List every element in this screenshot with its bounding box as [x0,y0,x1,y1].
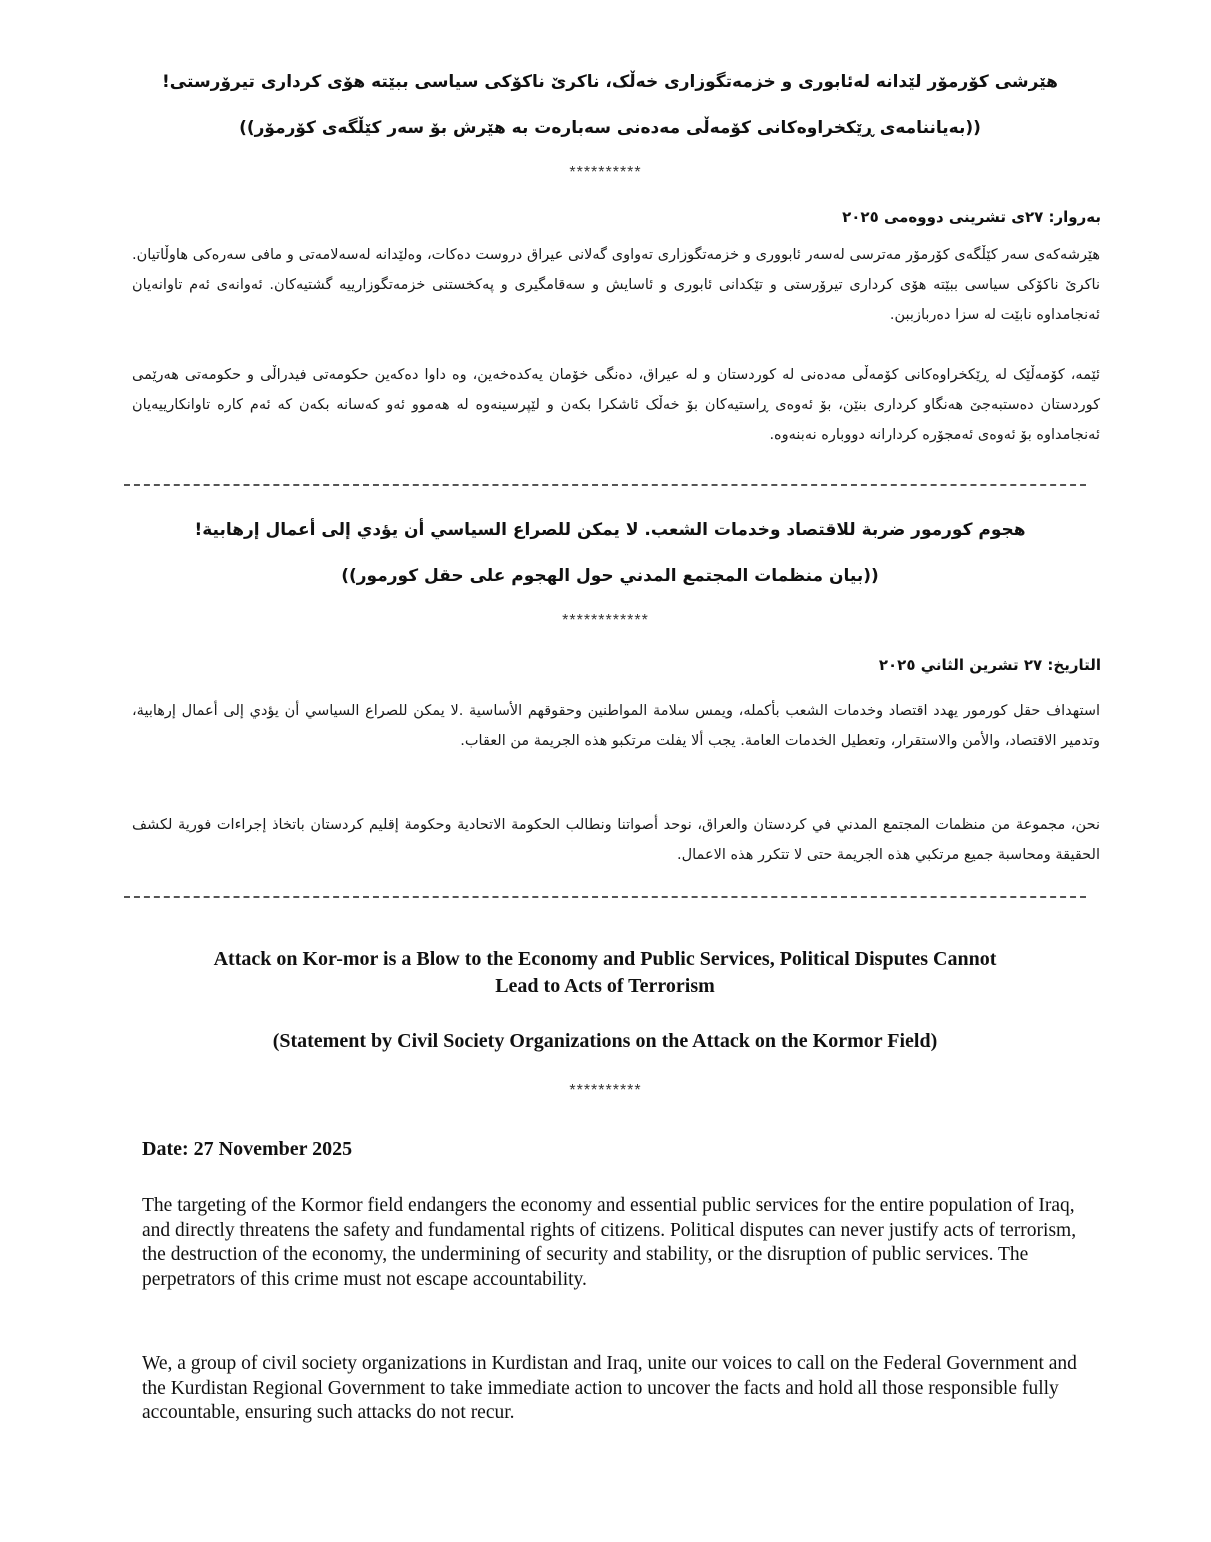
kurdish-separator-stars: ********** [569,164,642,181]
section-divider [124,896,1086,898]
english-title [140,946,1070,1000]
kurdish-title: هێرشی کۆرمۆر لێدانە لەئابوری و خزمەتگوزاری خەڵک، ناکرێ ناکۆکی سیاسی ببێتە هۆی کرداری تیرۆرستی! [162,72,1058,92]
english-title-line-2: Lead to Acts of Terrorism [495,975,715,997]
arabic-paragraph-2: نحن، مجموعة من منظمات المجتمع المدني في كردستان والعراق، نوحد أصواتنا ونطالب الحكومة الاتحادية وحكومة إقليم كردستان باتخاذ إجراءات فورية لكشف الحقيقة ومحاسبة جميع مرتكبي هذه الجريمة حتى لا تتكرر هذه الاعمال. [132,817,1100,863]
arabic-date: التاريخ: ٢٧ تشرين الثاني ٢٠٢٥ [878,656,1101,674]
kurdish-subtitle: ((بەیاننامەی ڕێکخراوەکانی کۆمەڵی مەدەنی سەبارەت بە هێرش بۆ سەر کێڵگەی کۆرمۆر)) [239,118,981,138]
english-title-line-1: Attack on Kor-mor is a Blow to the Economy and Public Services, Political Disputes Cannot [213,948,997,970]
english-separator-stars: ********** [569,1082,642,1099]
english-subtitle: (Statement by Civil Society Organizations on the Attack on the Kormor Field) [272,1030,938,1052]
arabic-title: هجوم كورمور ضربة للاقتصاد وخدمات الشعب. لا يمكن للصراع السياسي أن يؤدي إلى أعمال إرهابية! [194,520,1026,540]
kurdish-date: بەروار: ٢٧ی تشرینی دووەمی ٢٠٢٥ [842,208,1101,226]
kurdish-paragraph-2: ئێمە، کۆمەڵێک لە ڕێکخراوەکانی کۆمەڵی مەدەنی لە کوردستان و لە عیراق، دەنگی خۆمان یەکدەخەین، وە داوا دەکەین حکومەتی فیدراڵی و حکومەتی هەرێمی کوردستان دەستبەجێ هەنگاو کرداری بنێن، بۆ ئەوەی ڕاستیەکان بۆ خەڵک ئاشکرا بکەن و لێپرسینەوە لە هەموو ئەو کەسانە بکەن کە ئەم کارە تاوانکارییەیان ئەنجامداوە بۆ ئەوەی ئەمجۆرە کردارانە دووبارە نەبنەوە. [132,367,1100,443]
arabic-subtitle: ((بيان منظمات المجتمع المدني حول الهجوم على حقل كورمور)) [341,566,879,586]
kurdish-paragraph-1: هێرشەکەی سەر کێڵگەی کۆرمۆر مەترسی لەسەر ئابووری و خزمەتگوزاری تەواوی گەلانی عیراق دروست دەکات، وەلێدانە لەسەلامەتی و مافی سەرەکی هاوڵاتیان. ناکرێ ناکۆکی سیاسی ببێتە هۆی کرداری تیرۆرستی و تێکدانی ئابوری و ئاسایش و سەقامگیری و پەکخستنی خزمەتگوزارییە گشتیەکان. ئەوانەی ئەم تاوانەیان ئەنجامداوە نابێت لە سزا دەربازببن. [132,247,1100,323]
english-paragraph-2: We, a group of civil society organizations in Kurdistan and Iraq, unite our voices to call on the Federal Government and the Kurdistan Regional Government to take immediate action to uncover the facts and hold all those responsible fully accountable, ensuring such attacks do not recur. [142,1353,1077,1423]
arabic-separator-stars: ************ [562,612,649,629]
arabic-paragraph-1: استهداف حقل كورمور يهدد اقتصاد وخدمات الشعب بأكمله، ويمس سلامة المواطنين وحقوقهم الأساسية .لا يمكن للصراع السياسي أن يؤدي إلى أعمال إرهابية، وتدمير الاقتصاد، والأمن والاستقرار، وتعطيل الخدمات العامة. يجب ألا يفلت مرتكبو هذه الجريمة من العقاب. [132,703,1100,749]
english-paragraph-1: The targeting of the Kormor field endangers the economy and essential public services for the entire population of Iraq, and directly threatens the safety and fundamental rights of citizens. Political disputes can never justify acts of terrorism, the destruction of the economy, the undermining of security and stability, or the disruption of public services. The perpetrators of this crime must not escape accountability. [142,1195,1077,1290]
english-date: Date: 27 November 2025 [142,1138,353,1160]
section-divider [124,484,1086,486]
